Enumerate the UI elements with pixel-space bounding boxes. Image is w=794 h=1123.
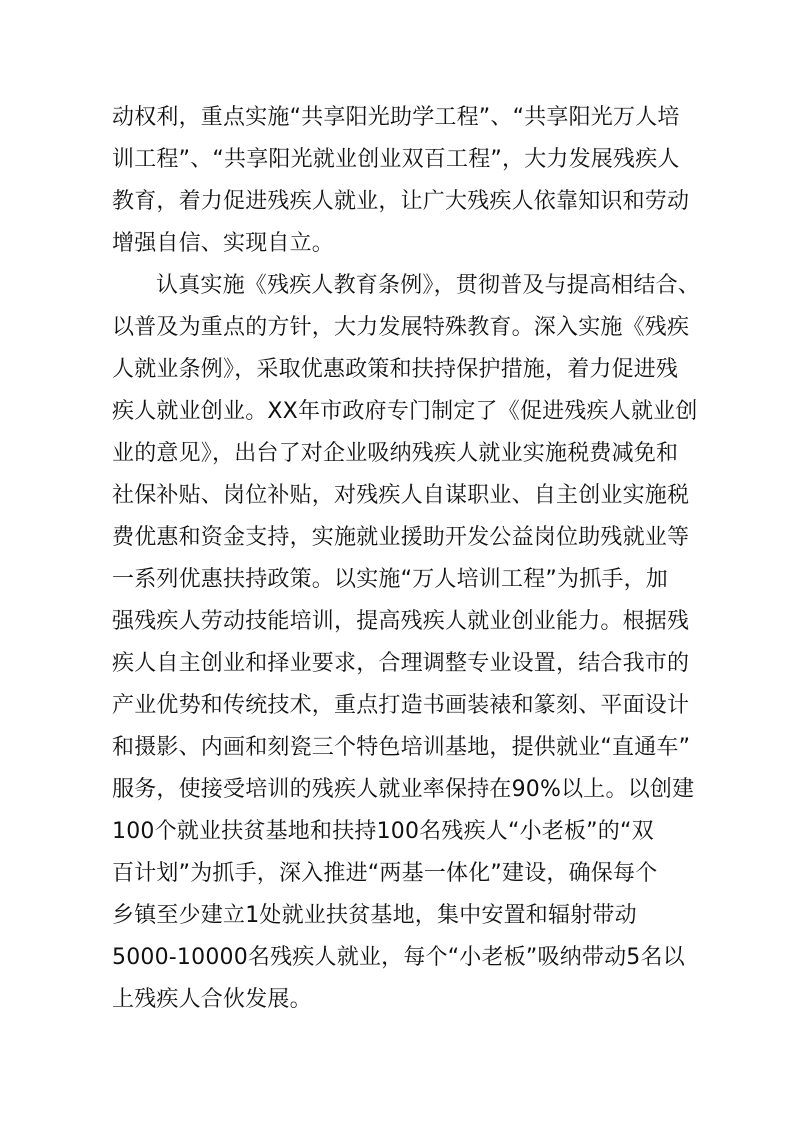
- text-line: 和摄影、内画和刻瓷三个特色培训基地，提供就业“直通车”: [112, 735, 691, 760]
- text-line: 百计划”为抓手，深入推进“两基一体化”建设，确保每个: [112, 861, 658, 886]
- text-line: 100个就业扶贫基地和扶持100名残疾人“小老板”的“双: [112, 819, 654, 844]
- text-line: 上残疾人合伙发展。: [112, 987, 312, 1012]
- text-line: 强残疾人劳动技能培训，提高残疾人就业创业能力。根据残: [112, 609, 690, 634]
- paragraph-first-line: 认真实施《残疾人教育条例》，贯彻普及与提高相结合、: [156, 273, 701, 298]
- text-line: 社保补贴、岗位补贴，对残疾人自谋职业、自主创业实施税: [112, 483, 690, 508]
- text-line: 乡镇至少建立1处就业扶贫基地，集中安置和辐射带动: [112, 903, 637, 928]
- text-line: 费优惠和资金支持，实施就业援助开发公益岗位助残就业等: [112, 525, 690, 550]
- text-line: 产业优势和传统技术，重点打造书画装裱和篆刻、平面设计: [112, 693, 690, 718]
- text-line: 一系列优惠扶持政策。以实施“万人培训工程”为抓手，加: [112, 567, 668, 592]
- text-line: 疾人就业创业。XX年市政府专门制定了《促进残疾人就业创: [112, 399, 698, 424]
- text-line: 以普及为重点的方针，大力发展特殊教育。深入实施《残疾: [112, 315, 690, 340]
- text-line: 5000-10000名残疾人就业，每个“小老板”吸纳带动5名以: [112, 945, 685, 970]
- text-line: 业的意见》，出台了对企业吸纳残疾人就业实施税费减免和: [112, 441, 679, 466]
- text-line: 动权利，重点实施“共享阳光助学工程”、“共享阳光万人培: [112, 105, 680, 130]
- text-line: 训工程”、“共享阳光就业创业双百工程”，大力发展残疾人: [112, 147, 680, 172]
- text-line: 教育，着力促进残疾人就业，让广大残疾人依靠知识和劳动: [112, 189, 690, 214]
- text-line: 人就业条例》，采取优惠政策和扶持保护措施，着力促进残: [112, 357, 679, 382]
- text-line: 疾人自主创业和择业要求，合理调整专业设置，结合我市的: [112, 651, 690, 676]
- text-line: 增强自信、实现自立。: [112, 231, 335, 256]
- text-line: 服务，使接受培训的残疾人就业率保持在90%以上。以创建: [112, 777, 695, 802]
